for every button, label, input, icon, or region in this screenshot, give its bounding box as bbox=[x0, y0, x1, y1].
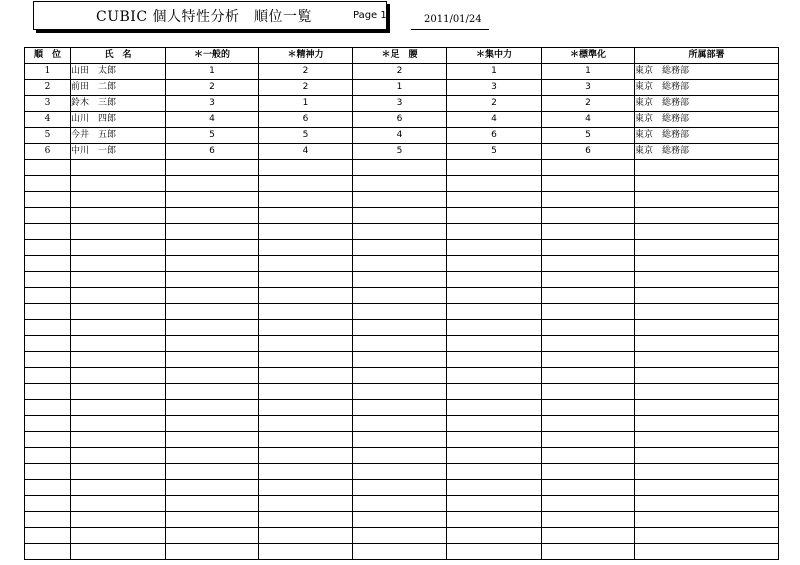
empty-cell bbox=[25, 176, 71, 192]
cell-focus: 4 bbox=[447, 112, 542, 128]
empty-table-row bbox=[25, 240, 779, 256]
empty-table-row bbox=[25, 320, 779, 336]
empty-cell bbox=[635, 320, 779, 336]
empty-cell bbox=[166, 272, 259, 288]
cell-focus: 2 bbox=[447, 96, 542, 112]
cell-rank: 1 bbox=[25, 64, 71, 80]
empty-table-row bbox=[25, 192, 779, 208]
empty-cell bbox=[259, 384, 353, 400]
cell-general: 4 bbox=[166, 112, 259, 128]
cell-rank: 4 bbox=[25, 112, 71, 128]
cell-standard: 4 bbox=[542, 112, 635, 128]
empty-cell bbox=[447, 256, 542, 272]
cell-general: 3 bbox=[166, 96, 259, 112]
empty-cell bbox=[542, 240, 635, 256]
empty-cell bbox=[25, 480, 71, 496]
empty-cell bbox=[25, 384, 71, 400]
empty-cell bbox=[166, 160, 259, 176]
empty-cell bbox=[635, 240, 779, 256]
empty-cell bbox=[542, 448, 635, 464]
empty-cell bbox=[635, 416, 779, 432]
empty-cell bbox=[447, 208, 542, 224]
report-title-box bbox=[33, 1, 387, 30]
table-row bbox=[25, 64, 779, 80]
empty-cell bbox=[259, 464, 353, 480]
empty-cell bbox=[542, 400, 635, 416]
empty-cell bbox=[166, 256, 259, 272]
empty-table-row bbox=[25, 176, 779, 192]
empty-table-row bbox=[25, 336, 779, 352]
empty-cell bbox=[353, 400, 447, 416]
cell-focus: 3 bbox=[447, 80, 542, 96]
empty-table-row bbox=[25, 512, 779, 528]
empty-cell bbox=[259, 176, 353, 192]
empty-cell bbox=[71, 272, 166, 288]
report-title: CUBIC 個人特性分析 順位一覧 bbox=[96, 9, 312, 25]
header-row bbox=[25, 48, 779, 64]
empty-cell bbox=[353, 512, 447, 528]
table-body bbox=[25, 64, 779, 560]
empty-cell bbox=[447, 544, 542, 560]
empty-cell bbox=[25, 192, 71, 208]
empty-cell bbox=[635, 544, 779, 560]
cell-mental: 4 bbox=[259, 144, 353, 160]
empty-cell bbox=[259, 448, 353, 464]
empty-cell bbox=[542, 320, 635, 336]
empty-cell bbox=[447, 288, 542, 304]
empty-cell bbox=[447, 352, 542, 368]
empty-cell bbox=[542, 288, 635, 304]
empty-cell bbox=[447, 464, 542, 480]
cell-focus: 5 bbox=[447, 144, 542, 160]
empty-cell bbox=[25, 368, 71, 384]
empty-cell bbox=[542, 544, 635, 560]
cell-rank: 2 bbox=[25, 80, 71, 96]
cell-rank: 5 bbox=[25, 128, 71, 144]
empty-cell bbox=[71, 416, 166, 432]
cell-name: 前田 二郎 bbox=[71, 80, 166, 96]
cell-legs: 3 bbox=[353, 96, 447, 112]
empty-cell bbox=[447, 320, 542, 336]
empty-cell bbox=[635, 512, 779, 528]
empty-cell bbox=[353, 288, 447, 304]
empty-cell bbox=[166, 208, 259, 224]
empty-cell bbox=[542, 176, 635, 192]
empty-cell bbox=[635, 528, 779, 544]
empty-cell bbox=[166, 480, 259, 496]
empty-cell bbox=[71, 512, 166, 528]
empty-cell bbox=[259, 512, 353, 528]
empty-cell bbox=[542, 192, 635, 208]
empty-cell bbox=[166, 336, 259, 352]
empty-cell bbox=[635, 432, 779, 448]
empty-cell bbox=[259, 528, 353, 544]
empty-cell bbox=[447, 448, 542, 464]
empty-cell bbox=[259, 256, 353, 272]
empty-cell bbox=[635, 336, 779, 352]
empty-table-row bbox=[25, 272, 779, 288]
empty-cell bbox=[447, 272, 542, 288]
cell-mental: 2 bbox=[259, 64, 353, 80]
report-date: 2011/01/24 bbox=[424, 14, 482, 25]
empty-cell bbox=[25, 544, 71, 560]
empty-cell bbox=[635, 288, 779, 304]
empty-cell bbox=[635, 496, 779, 512]
empty-cell bbox=[635, 272, 779, 288]
empty-cell bbox=[542, 416, 635, 432]
empty-table-row bbox=[25, 352, 779, 368]
empty-cell bbox=[447, 240, 542, 256]
col-header-focus: ＊集中力 bbox=[447, 48, 542, 64]
empty-cell bbox=[635, 208, 779, 224]
cell-name: 今井 五郎 bbox=[71, 128, 166, 144]
cell-mental: 6 bbox=[259, 112, 353, 128]
empty-cell bbox=[166, 512, 259, 528]
empty-cell bbox=[353, 368, 447, 384]
empty-cell bbox=[71, 192, 166, 208]
empty-cell bbox=[25, 352, 71, 368]
empty-cell bbox=[71, 496, 166, 512]
empty-cell bbox=[447, 176, 542, 192]
empty-cell bbox=[25, 256, 71, 272]
cell-legs: 6 bbox=[353, 112, 447, 128]
cell-department: 東京 総務部 bbox=[635, 64, 779, 80]
cell-general: 5 bbox=[166, 128, 259, 144]
empty-cell bbox=[447, 224, 542, 240]
col-header-name: 氏 名 bbox=[71, 48, 166, 64]
empty-cell bbox=[447, 432, 542, 448]
empty-cell bbox=[259, 224, 353, 240]
empty-cell bbox=[259, 416, 353, 432]
empty-table-row bbox=[25, 256, 779, 272]
cell-department: 東京 総務部 bbox=[635, 112, 779, 128]
empty-cell bbox=[166, 192, 259, 208]
empty-cell bbox=[259, 336, 353, 352]
empty-table-row bbox=[25, 304, 779, 320]
empty-cell bbox=[542, 480, 635, 496]
table-row bbox=[25, 112, 779, 128]
empty-cell bbox=[353, 352, 447, 368]
empty-cell bbox=[353, 192, 447, 208]
empty-cell bbox=[71, 208, 166, 224]
empty-cell bbox=[635, 480, 779, 496]
empty-table-row bbox=[25, 544, 779, 560]
table-row bbox=[25, 128, 779, 144]
empty-cell bbox=[353, 272, 447, 288]
cell-department: 東京 総務部 bbox=[635, 96, 779, 112]
cell-standard: 3 bbox=[542, 80, 635, 96]
empty-cell bbox=[25, 416, 71, 432]
empty-cell bbox=[25, 240, 71, 256]
empty-cell bbox=[635, 304, 779, 320]
empty-cell bbox=[259, 368, 353, 384]
empty-cell bbox=[542, 256, 635, 272]
empty-cell bbox=[353, 544, 447, 560]
empty-cell bbox=[447, 304, 542, 320]
empty-cell bbox=[353, 432, 447, 448]
empty-cell bbox=[353, 496, 447, 512]
empty-cell bbox=[166, 528, 259, 544]
empty-cell bbox=[635, 400, 779, 416]
cell-standard: 5 bbox=[542, 128, 635, 144]
empty-cell bbox=[542, 208, 635, 224]
empty-cell bbox=[71, 528, 166, 544]
cell-name: 鈴木 三郎 bbox=[71, 96, 166, 112]
empty-cell bbox=[635, 176, 779, 192]
empty-table-row bbox=[25, 208, 779, 224]
empty-cell bbox=[71, 448, 166, 464]
empty-cell bbox=[542, 432, 635, 448]
empty-cell bbox=[71, 304, 166, 320]
empty-cell bbox=[166, 352, 259, 368]
empty-cell bbox=[447, 336, 542, 352]
cell-focus: 1 bbox=[447, 64, 542, 80]
empty-cell bbox=[25, 336, 71, 352]
empty-cell bbox=[166, 320, 259, 336]
cell-legs: 5 bbox=[353, 144, 447, 160]
cell-name: 山川 四郎 bbox=[71, 112, 166, 128]
empty-table-row bbox=[25, 416, 779, 432]
empty-cell bbox=[25, 512, 71, 528]
cell-department: 東京 総務部 bbox=[635, 80, 779, 96]
empty-table-row bbox=[25, 288, 779, 304]
col-header-standard: ＊標準化 bbox=[542, 48, 635, 64]
empty-cell bbox=[166, 432, 259, 448]
empty-cell bbox=[353, 240, 447, 256]
empty-cell bbox=[259, 192, 353, 208]
empty-cell bbox=[353, 304, 447, 320]
col-header-rank: 順 位 bbox=[25, 48, 71, 64]
empty-cell bbox=[259, 496, 353, 512]
empty-cell bbox=[447, 416, 542, 432]
empty-cell bbox=[447, 368, 542, 384]
empty-cell bbox=[71, 384, 166, 400]
cell-mental: 2 bbox=[259, 80, 353, 96]
empty-table-row bbox=[25, 528, 779, 544]
empty-cell bbox=[353, 384, 447, 400]
col-header-department: 所属部署 bbox=[635, 48, 779, 64]
empty-cell bbox=[71, 544, 166, 560]
empty-cell bbox=[447, 384, 542, 400]
cell-general: 2 bbox=[166, 80, 259, 96]
empty-cell bbox=[635, 224, 779, 240]
empty-cell bbox=[353, 336, 447, 352]
empty-cell bbox=[259, 208, 353, 224]
empty-cell bbox=[353, 256, 447, 272]
empty-cell bbox=[25, 304, 71, 320]
empty-cell bbox=[447, 160, 542, 176]
cell-standard: 2 bbox=[542, 96, 635, 112]
empty-cell bbox=[542, 384, 635, 400]
empty-cell bbox=[71, 176, 166, 192]
empty-cell bbox=[166, 448, 259, 464]
empty-cell bbox=[166, 176, 259, 192]
cell-legs: 1 bbox=[353, 80, 447, 96]
cell-standard: 6 bbox=[542, 144, 635, 160]
empty-cell bbox=[25, 496, 71, 512]
empty-table-row bbox=[25, 432, 779, 448]
empty-table-row bbox=[25, 496, 779, 512]
empty-cell bbox=[25, 160, 71, 176]
report-date-box bbox=[411, 12, 489, 30]
empty-cell bbox=[447, 192, 542, 208]
cell-general: 1 bbox=[166, 64, 259, 80]
empty-cell bbox=[166, 464, 259, 480]
empty-cell bbox=[71, 432, 166, 448]
empty-cell bbox=[25, 464, 71, 480]
cell-general: 6 bbox=[166, 144, 259, 160]
cell-legs: 2 bbox=[353, 64, 447, 80]
empty-cell bbox=[259, 304, 353, 320]
empty-cell bbox=[259, 432, 353, 448]
empty-cell bbox=[542, 272, 635, 288]
empty-cell bbox=[71, 288, 166, 304]
empty-cell bbox=[542, 160, 635, 176]
empty-cell bbox=[635, 256, 779, 272]
empty-cell bbox=[542, 464, 635, 480]
empty-cell bbox=[259, 400, 353, 416]
empty-cell bbox=[259, 288, 353, 304]
empty-cell bbox=[166, 368, 259, 384]
col-header-mental: ＊精神力 bbox=[259, 48, 353, 64]
empty-cell bbox=[25, 448, 71, 464]
empty-cell bbox=[25, 288, 71, 304]
empty-cell bbox=[71, 464, 166, 480]
empty-cell bbox=[635, 160, 779, 176]
cell-rank: 3 bbox=[25, 96, 71, 112]
empty-cell bbox=[542, 352, 635, 368]
empty-table-row bbox=[25, 384, 779, 400]
cell-mental: 5 bbox=[259, 128, 353, 144]
empty-cell bbox=[166, 240, 259, 256]
empty-cell bbox=[447, 400, 542, 416]
empty-table-row bbox=[25, 368, 779, 384]
empty-cell bbox=[353, 528, 447, 544]
empty-cell bbox=[353, 480, 447, 496]
empty-cell bbox=[166, 304, 259, 320]
cell-rank: 6 bbox=[25, 144, 71, 160]
empty-cell bbox=[259, 320, 353, 336]
empty-cell bbox=[353, 416, 447, 432]
empty-cell bbox=[635, 464, 779, 480]
cell-mental: 1 bbox=[259, 96, 353, 112]
table-row bbox=[25, 96, 779, 112]
empty-cell bbox=[635, 368, 779, 384]
empty-cell bbox=[71, 320, 166, 336]
empty-cell bbox=[259, 544, 353, 560]
empty-cell bbox=[447, 528, 542, 544]
empty-cell bbox=[71, 352, 166, 368]
empty-cell bbox=[71, 336, 166, 352]
empty-table-row bbox=[25, 400, 779, 416]
empty-cell bbox=[353, 208, 447, 224]
cell-focus: 6 bbox=[447, 128, 542, 144]
empty-cell bbox=[353, 224, 447, 240]
cell-name: 山田 太郎 bbox=[71, 64, 166, 80]
empty-cell bbox=[259, 480, 353, 496]
empty-cell bbox=[259, 352, 353, 368]
empty-cell bbox=[71, 160, 166, 176]
empty-cell bbox=[166, 384, 259, 400]
empty-cell bbox=[353, 160, 447, 176]
cell-name: 中川 一郎 bbox=[71, 144, 166, 160]
page-number: Page 1 bbox=[353, 10, 387, 21]
empty-cell bbox=[542, 224, 635, 240]
empty-cell bbox=[635, 352, 779, 368]
empty-cell bbox=[635, 448, 779, 464]
empty-cell bbox=[71, 480, 166, 496]
empty-cell bbox=[25, 320, 71, 336]
empty-cell bbox=[71, 400, 166, 416]
empty-cell bbox=[542, 304, 635, 320]
empty-cell bbox=[542, 528, 635, 544]
table-row bbox=[25, 80, 779, 96]
empty-cell bbox=[447, 496, 542, 512]
empty-cell bbox=[353, 320, 447, 336]
empty-table-row bbox=[25, 224, 779, 240]
empty-cell bbox=[25, 272, 71, 288]
empty-cell bbox=[447, 480, 542, 496]
empty-cell bbox=[71, 368, 166, 384]
cell-department: 東京 総務部 bbox=[635, 128, 779, 144]
empty-table-row bbox=[25, 448, 779, 464]
empty-cell bbox=[635, 384, 779, 400]
empty-cell bbox=[71, 224, 166, 240]
cell-standard: 1 bbox=[542, 64, 635, 80]
empty-cell bbox=[25, 528, 71, 544]
empty-cell bbox=[353, 448, 447, 464]
empty-cell bbox=[259, 272, 353, 288]
table-row bbox=[25, 144, 779, 160]
empty-cell bbox=[25, 432, 71, 448]
empty-cell bbox=[166, 416, 259, 432]
empty-table-row bbox=[25, 464, 779, 480]
empty-cell bbox=[71, 256, 166, 272]
col-header-general: ＊一般的 bbox=[166, 48, 259, 64]
empty-cell bbox=[447, 512, 542, 528]
cell-legs: 4 bbox=[353, 128, 447, 144]
empty-table-row bbox=[25, 480, 779, 496]
empty-cell bbox=[542, 336, 635, 352]
ranking-table bbox=[24, 47, 779, 560]
empty-cell bbox=[166, 544, 259, 560]
empty-cell bbox=[353, 176, 447, 192]
empty-cell bbox=[166, 400, 259, 416]
empty-cell bbox=[25, 400, 71, 416]
empty-cell bbox=[259, 160, 353, 176]
empty-cell bbox=[635, 192, 779, 208]
empty-cell bbox=[353, 464, 447, 480]
empty-table-row bbox=[25, 160, 779, 176]
empty-cell bbox=[166, 496, 259, 512]
empty-cell bbox=[166, 288, 259, 304]
empty-cell bbox=[71, 240, 166, 256]
empty-cell bbox=[166, 224, 259, 240]
empty-cell bbox=[259, 240, 353, 256]
empty-cell bbox=[542, 496, 635, 512]
col-header-legs: ＊足 腰 bbox=[353, 48, 447, 64]
empty-cell bbox=[25, 224, 71, 240]
empty-cell bbox=[542, 512, 635, 528]
empty-cell bbox=[25, 208, 71, 224]
empty-cell bbox=[542, 368, 635, 384]
cell-department: 東京 総務部 bbox=[635, 144, 779, 160]
